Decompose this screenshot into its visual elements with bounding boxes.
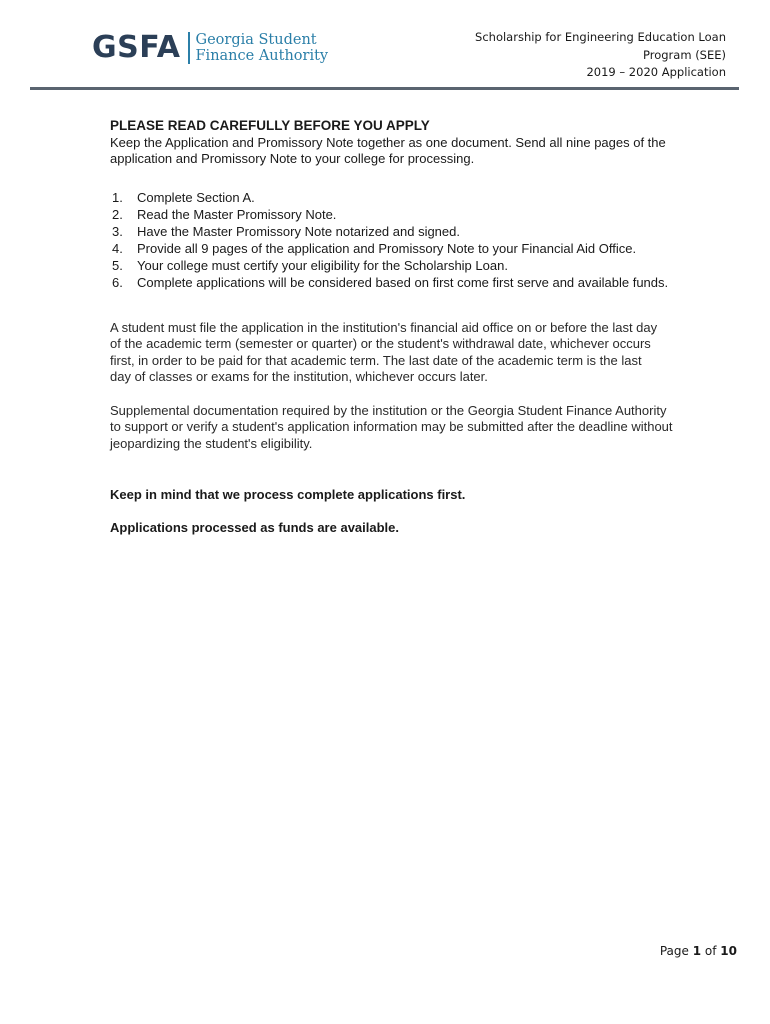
main-content [110,118,710,536]
list-item-number: 2. [112,206,123,222]
program-title-line-1: Scholarship for Engineering Education Loan [475,30,726,44]
list-item [110,207,710,224]
filing-deadline-paragraph [110,320,710,386]
list-item-text: Complete Section A. [137,189,255,205]
logo-divider [188,32,190,64]
page-of: of [704,944,717,958]
supplemental-docs-paragraph [110,403,710,453]
logo-text-line-1: Georgia Student [195,32,317,48]
list-item-number: 6. [112,274,123,290]
intro-line: application and Promissory Note to your college for processing. [110,151,475,166]
list-item-text: Your college must certify your eligibility for the Scholarship Loan. [137,257,508,273]
processing-note: Keep in mind that we process complete applications first. [110,487,466,502]
list-item-number: 4. [112,240,123,256]
total-pages: 10 [720,944,737,958]
program-header [475,29,726,82]
page-number [660,944,737,958]
program-title-line-2: Program (SEE) [643,47,726,62]
list-item [110,224,710,241]
list-item-text: Have the Master Promissory Note notarized and signed. [137,223,460,239]
paragraph-line: A student must file the application in the institution's financial aid office on or before the last day [110,319,658,335]
list-item-text: Complete applications will be considered based on first come first serve and available funds. [137,274,669,290]
paragraph-line: jeopardizing the student's eligibility. [110,435,313,451]
intro-line: Keep the Application and Promissory Note together as one document. Send all nine pages of the [110,134,666,150]
instructions-list [110,190,710,292]
list-item-text: Read the Master Promissory Note. [137,206,337,222]
gsfa-logo [92,30,328,66]
page-title: PLEASE READ CAREFULLY BEFORE YOU APPLY [110,118,430,133]
list-item [110,275,710,292]
list-item-number: 5. [112,257,123,273]
logo-mark: GSFA [92,30,181,65]
paragraph-line: of the academic term (semester or quarter) or the student's withdrawal date, whichever occurs [110,336,651,351]
list-item [110,241,710,258]
header-divider [30,87,739,90]
list-item [110,190,710,207]
logo-text-line-2: Finance Authority [195,48,329,64]
logo-text [196,32,329,64]
list-item-text: Provide all 9 pages of the application and Promissory Note to your Financial Aid Office. [137,240,637,256]
paragraph-line: day of classes or exams for the institution, whichever occurs later. [110,369,488,384]
page-label: Page [659,944,689,958]
application-year: 2019 – 2020 Application [586,65,726,79]
paragraph-line: to support or verify a student's application information may be submitted after the deadline without [110,419,673,434]
intro-text [110,135,710,168]
current-page: 1 [692,944,702,958]
funding-note: Applications processed as funds are available. [110,519,399,535]
list-item-number: 1. [112,189,123,205]
paragraph-line: Supplemental documentation required by the institution or the Georgia Student Finance Authority [110,402,667,418]
list-item [110,258,710,275]
list-item-number: 3. [112,223,123,239]
paragraph-line: first, in order to be paid for that academic term. The last date of the academic term is the last [110,352,642,368]
